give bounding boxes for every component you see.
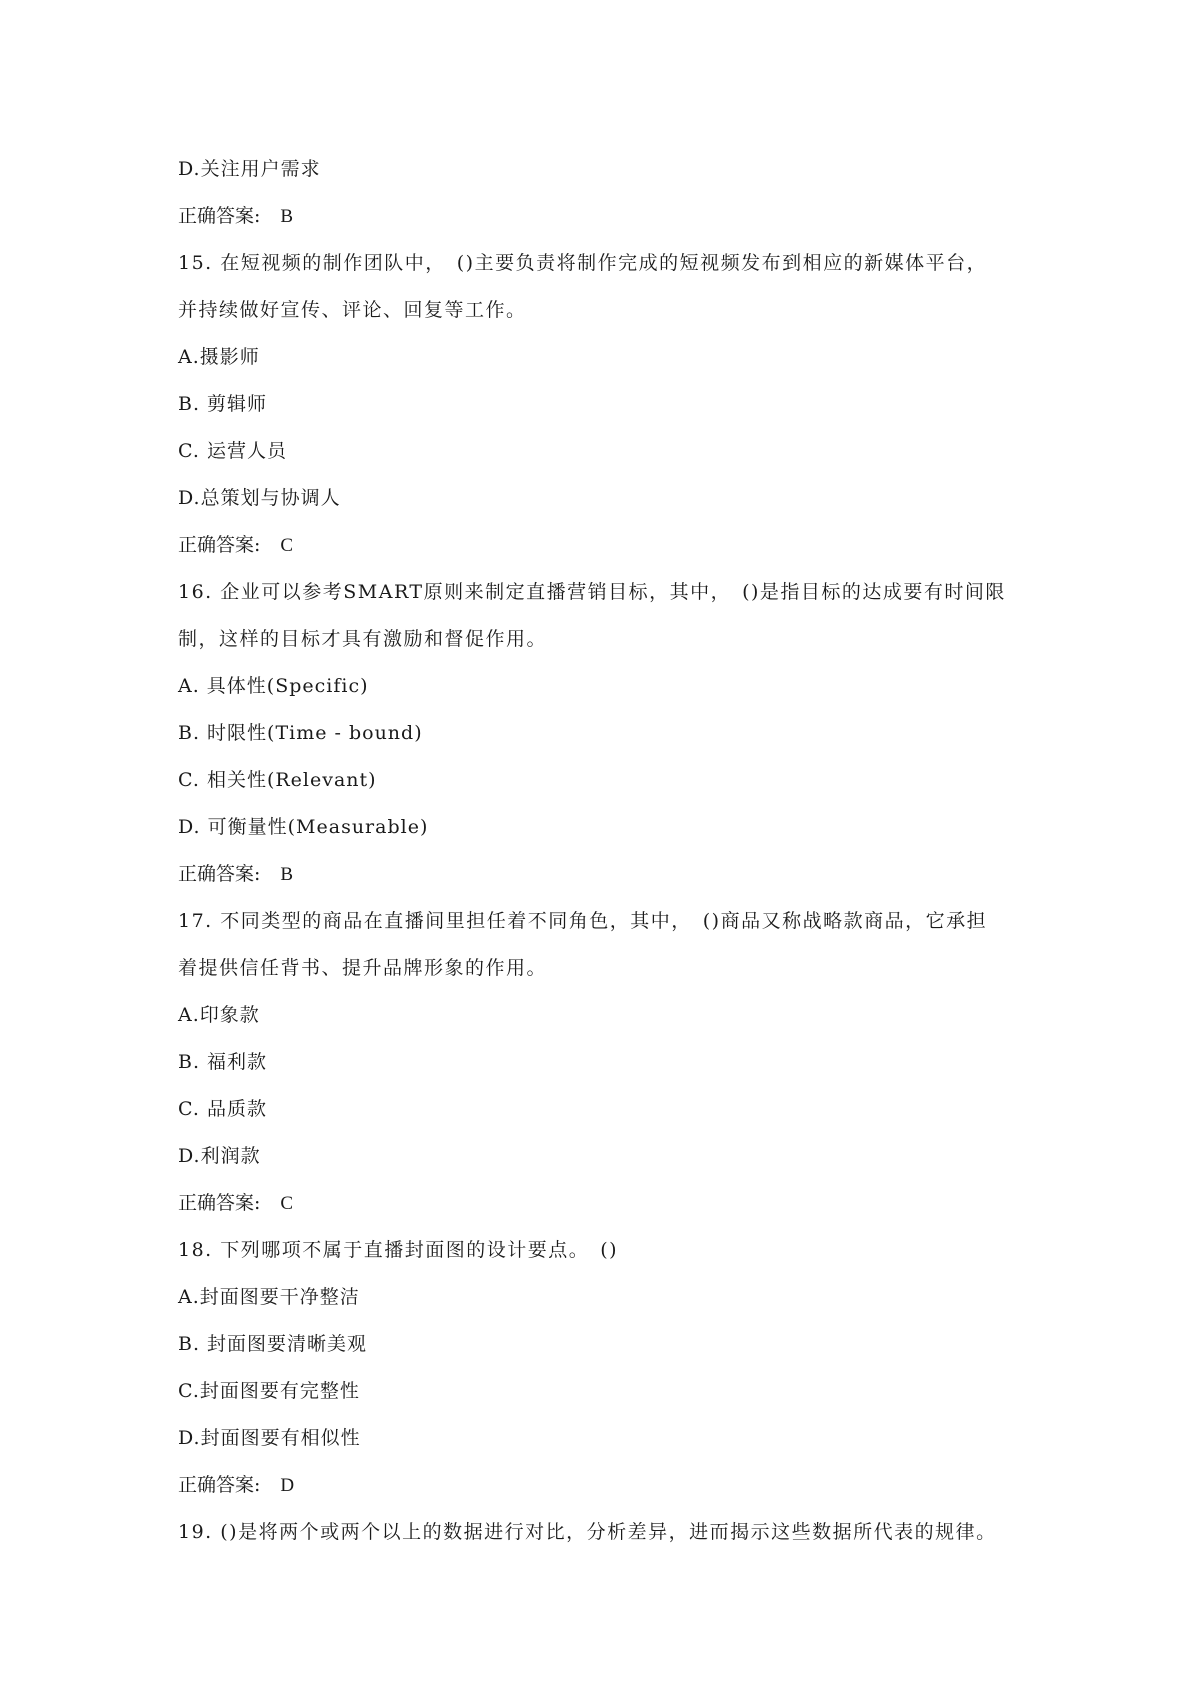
option-b: B. 封面图要清晰美观 xyxy=(178,1333,368,1355)
answer-line xyxy=(178,193,1018,240)
option-b: B. 时限性(Time - bound) xyxy=(178,722,423,744)
option-d: D.封面图要有相似性 xyxy=(178,1427,361,1449)
answer-value: C xyxy=(280,535,294,556)
option-d: D.利润款 xyxy=(178,1145,261,1167)
answer-line xyxy=(178,522,1018,569)
option-b: B. 剪辑师 xyxy=(178,393,268,415)
option-a: A. 具体性(Specific) xyxy=(178,675,369,697)
question-stem-line: 18. 下列哪项不属于直播封面图的设计要点。 () xyxy=(178,1239,619,1261)
option-c: C. 运营人员 xyxy=(178,440,287,462)
answer-label: 正确答案: xyxy=(178,1192,261,1214)
question-stem-line: 制，这样的目标才具有激励和督促作用。 xyxy=(178,628,548,650)
question-content xyxy=(178,146,1018,1556)
question-stem-line: 15. 在短视频的制作团队中， ()主要负责将制作完成的短视频发布到相应的新媒体平台， xyxy=(178,252,988,274)
option-b: B. 福利款 xyxy=(178,1051,268,1073)
option-a: A.摄影师 xyxy=(178,346,260,368)
question-stem-line: 16. 企业可以参考SMART原则来制定直播营销目标，其中， ()是指目标的达成要有时间限 xyxy=(178,581,1006,603)
option-d: D.关注用户需求 xyxy=(178,158,321,180)
answer-label: 正确答案: xyxy=(178,1474,261,1496)
answer-label: 正确答案: xyxy=(178,863,261,885)
option-d: D.总策划与协调人 xyxy=(178,487,341,509)
option-d: D. 可衡量性(Measurable) xyxy=(178,816,429,838)
answer-value: B xyxy=(280,864,294,885)
answer-value: B xyxy=(280,206,294,227)
option-c: C.封面图要有完整性 xyxy=(178,1380,360,1402)
answer-label: 正确答案: xyxy=(178,534,261,556)
answer-value: D xyxy=(280,1475,295,1496)
option-c: C. 品质款 xyxy=(178,1098,267,1120)
answer-label: 正确答案: xyxy=(178,205,261,227)
question-stem-line: 并持续做好宣传、评论、回复等工作。 xyxy=(178,299,527,321)
answer-line xyxy=(178,1462,1018,1509)
answer-line xyxy=(178,1180,1018,1227)
question-stem-line: 19. ()是将两个或两个以上的数据进行对比，分析差异，进而揭示这些数据所代表的规律。 xyxy=(178,1521,997,1543)
answer-value: C xyxy=(280,1193,294,1214)
answer-line xyxy=(178,851,1018,898)
option-a: A.印象款 xyxy=(178,1004,260,1026)
question-stem-line: 着提供信任背书、提升品牌形象的作用。 xyxy=(178,957,548,979)
question-stem-line: 17. 不同类型的商品在直播间里担任着不同角色，其中， ()商品又称战略款商品，它承担 xyxy=(178,910,988,932)
option-a: A.封面图要干净整洁 xyxy=(178,1286,360,1308)
option-c: C. 相关性(Relevant) xyxy=(178,769,377,791)
